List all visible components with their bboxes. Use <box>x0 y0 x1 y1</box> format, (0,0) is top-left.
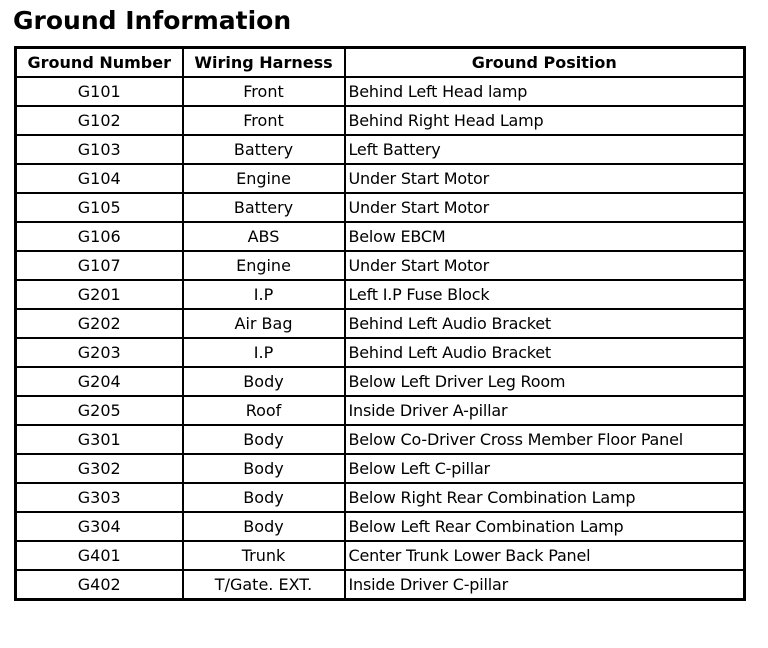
page-title: Ground Information <box>13 6 292 35</box>
wiring-harness-cell: Air Bag <box>183 309 345 338</box>
table-row <box>16 164 745 193</box>
table-row <box>16 309 745 338</box>
wiring-harness-cell: Front <box>183 77 345 106</box>
ground-position-cell: Behind Left Audio Bracket <box>345 338 745 367</box>
wiring-harness-cell: I.P <box>183 338 345 367</box>
table-row <box>16 396 745 425</box>
wiring-harness-cell: Body <box>183 454 345 483</box>
wiring-harness-cell: T/Gate. EXT. <box>183 570 345 600</box>
ground-position-cell: Below Right Rear Combination Lamp <box>345 483 745 512</box>
ground-position-cell: Behind Left Head lamp <box>345 77 745 106</box>
wiring-harness-cell: Engine <box>183 251 345 280</box>
ground-information-table <box>14 46 746 601</box>
table-row <box>16 338 745 367</box>
ground-number-cell: G201 <box>16 280 183 309</box>
ground-number-cell: G302 <box>16 454 183 483</box>
column-header-ground-number: Ground Number <box>16 48 183 78</box>
ground-position-cell: Inside Driver A-pillar <box>345 396 745 425</box>
wiring-harness-cell: Body <box>183 367 345 396</box>
ground-position-cell: Inside Driver C-pillar <box>345 570 745 600</box>
ground-number-cell: G204 <box>16 367 183 396</box>
wiring-harness-cell: Battery <box>183 135 345 164</box>
wiring-harness-cell: Body <box>183 483 345 512</box>
table-row <box>16 251 745 280</box>
ground-number-cell: G107 <box>16 251 183 280</box>
wiring-harness-cell: I.P <box>183 280 345 309</box>
ground-number-cell: G402 <box>16 570 183 600</box>
ground-position-cell: Below EBCM <box>345 222 745 251</box>
column-header-wiring-harness: Wiring Harness <box>183 48 345 78</box>
ground-number-cell: G303 <box>16 483 183 512</box>
ground-number-cell: G301 <box>16 425 183 454</box>
ground-position-cell: Under Start Motor <box>345 164 745 193</box>
wiring-harness-cell: Front <box>183 106 345 135</box>
table-body <box>16 77 745 600</box>
ground-position-cell: Below Co-Driver Cross Member Floor Panel <box>345 425 745 454</box>
table-row <box>16 541 745 570</box>
table-row <box>16 512 745 541</box>
table-row <box>16 222 745 251</box>
ground-position-cell: Center Trunk Lower Back Panel <box>345 541 745 570</box>
ground-number-cell: G106 <box>16 222 183 251</box>
table-row <box>16 280 745 309</box>
table-row <box>16 483 745 512</box>
ground-position-cell: Below Left Driver Leg Room <box>345 367 745 396</box>
table-row <box>16 367 745 396</box>
wiring-harness-cell: Engine <box>183 164 345 193</box>
column-header-ground-position: Ground Position <box>345 48 745 78</box>
ground-number-cell: G104 <box>16 164 183 193</box>
table-row <box>16 77 745 106</box>
ground-position-cell: Under Start Motor <box>345 193 745 222</box>
wiring-harness-cell: Body <box>183 512 345 541</box>
ground-number-cell: G304 <box>16 512 183 541</box>
ground-position-cell: Behind Left Audio Bracket <box>345 309 745 338</box>
table-row <box>16 425 745 454</box>
table-row <box>16 454 745 483</box>
table-row <box>16 570 745 600</box>
wiring-harness-cell: Trunk <box>183 541 345 570</box>
wiring-harness-cell: ABS <box>183 222 345 251</box>
wiring-harness-cell: Roof <box>183 396 345 425</box>
ground-position-cell: Below Left C-pillar <box>345 454 745 483</box>
ground-position-cell: Below Left Rear Combination Lamp <box>345 512 745 541</box>
wiring-harness-cell: Body <box>183 425 345 454</box>
ground-number-cell: G202 <box>16 309 183 338</box>
ground-position-cell: Left Battery <box>345 135 745 164</box>
ground-position-cell: Under Start Motor <box>345 251 745 280</box>
table-row <box>16 193 745 222</box>
ground-number-cell: G205 <box>16 396 183 425</box>
ground-position-cell: Behind Right Head Lamp <box>345 106 745 135</box>
ground-number-cell: G401 <box>16 541 183 570</box>
ground-number-cell: G102 <box>16 106 183 135</box>
wiring-harness-cell: Battery <box>183 193 345 222</box>
table-header-row <box>16 48 745 78</box>
table-row <box>16 135 745 164</box>
ground-number-cell: G101 <box>16 77 183 106</box>
ground-number-cell: G203 <box>16 338 183 367</box>
ground-number-cell: G105 <box>16 193 183 222</box>
table-row <box>16 106 745 135</box>
ground-position-cell: Left I.P Fuse Block <box>345 280 745 309</box>
ground-number-cell: G103 <box>16 135 183 164</box>
